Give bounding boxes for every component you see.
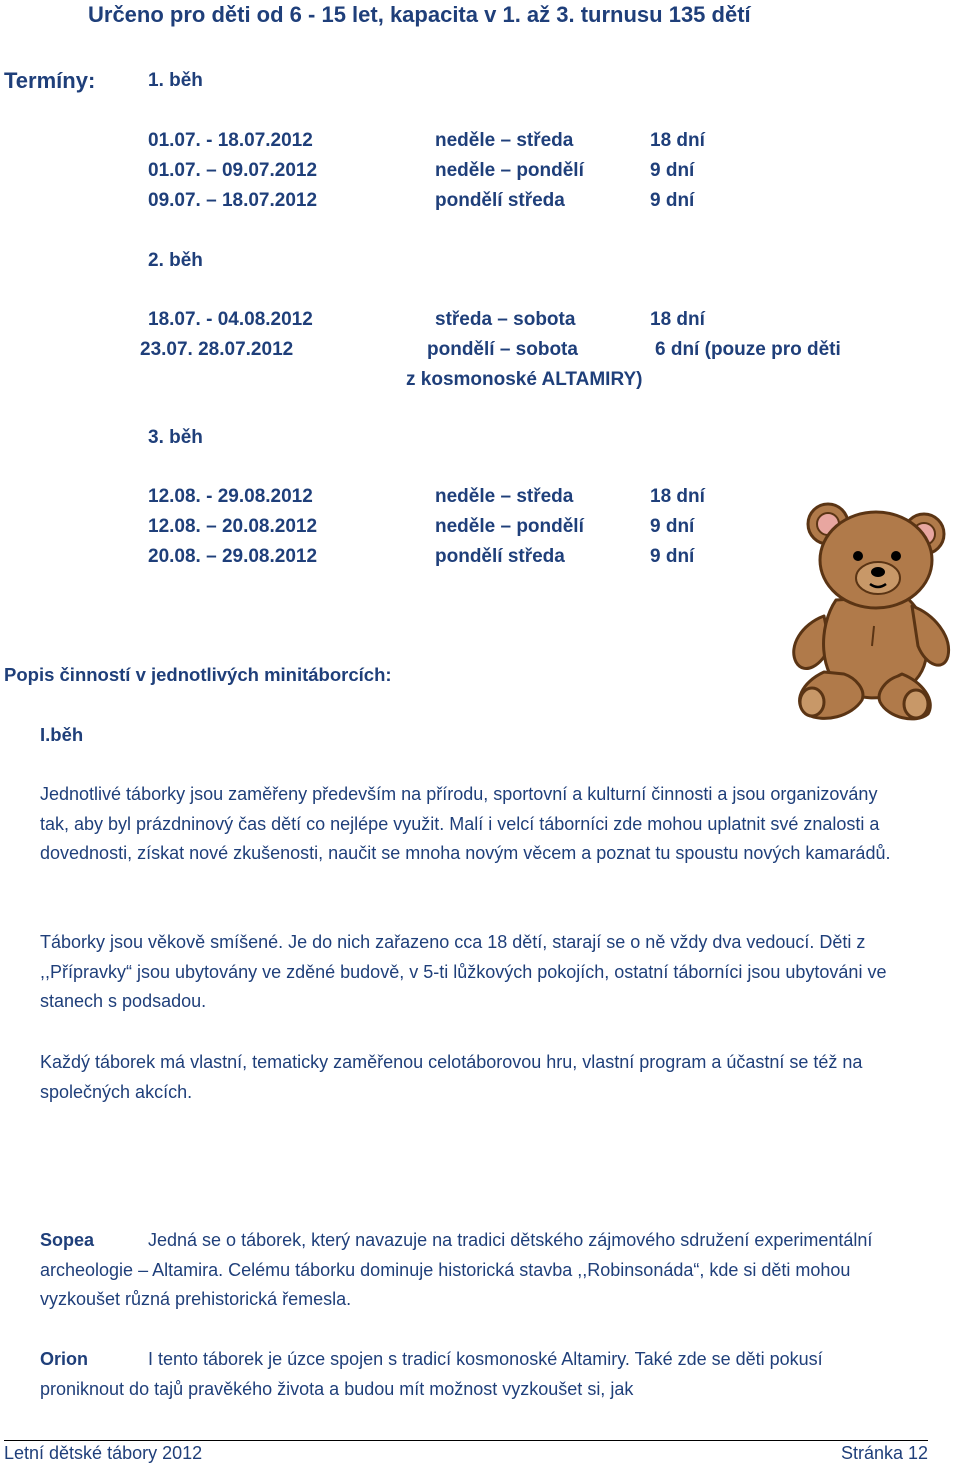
length: 9 dní	[650, 190, 695, 211]
days: neděle – středa	[435, 130, 574, 151]
paragraph-1: Jednotlivé táborky jsou zaměřeny především na přírodu, sportovní a kulturní činnosti a jsou organizovány tak, aby byl prázdninový čas dětí co nejlépe využit. Malí i velcí táborníci zde mohou uplatnit své znalosti a dovednosti, získat nové zkušenosti, naučit se mnoha novým věcem a poznat tu spoustu nových kamarádů.	[40, 784, 891, 863]
days: pondělí středa	[435, 546, 565, 567]
dates: 01.07. - 18.07.2012	[148, 130, 313, 151]
run-i-label: I.běh	[40, 724, 84, 745]
days: neděle – středa	[435, 486, 574, 507]
days: středa – sobota	[435, 309, 576, 330]
length: 18 dní	[650, 130, 705, 151]
teddy-bear-illustration	[784, 496, 960, 724]
length: 18 dní	[650, 309, 705, 330]
camp-name: Orion	[40, 1349, 88, 1369]
dates: 23.07. 28.07.2012	[140, 339, 294, 360]
dates: 01.07. – 09.07.2012	[148, 160, 318, 181]
terms-label: Termíny:	[4, 68, 96, 93]
length: 18 dní	[650, 486, 705, 507]
length: 6 dní (pouze pro děti	[655, 339, 841, 360]
run-1-label: 1. běh	[148, 70, 203, 91]
camp-description: Jedná se o táborek, který navazuje na tradici dětského zájmového sdružení experimentální archeologie – Altamira. Celému táborku dominuje historická stavba ,,Robinsonáda“, kde si děti mohou vyzkoušet různá prehistorická řemesla.	[40, 1230, 873, 1309]
dates: 12.08. – 20.08.2012	[148, 516, 318, 537]
run-2-label: 2. běh	[148, 250, 203, 271]
dates: 09.07. – 18.07.2012	[148, 190, 318, 211]
page-heading: Určeno pro děti od 6 - 15 let, kapacita v 1. až 3. turnusu 135 dětí	[88, 2, 751, 27]
length: 9 dní	[650, 160, 695, 181]
days: pondělí – sobota	[427, 339, 578, 360]
page-number: Stránka 12	[840, 1443, 928, 1463]
camp-orion	[40, 1345, 910, 1404]
length: 9 dní	[650, 516, 695, 537]
paragraph-2: Táborky jsou věkově smíšené. Je do nich zařazeno cca 18 dětí, starají se o ně vždy dva vedoucí. Děti z ,,Přípravky“ jsou ubytovány ve zděné budově, v 5-ti lůžkových pokojích, ostatní táborníci jsou ubytováni ve stanech s podsadou.	[40, 932, 887, 1011]
days: neděle – pondělí	[435, 516, 584, 537]
days: pondělí středa	[435, 190, 565, 211]
days: neděle – pondělí	[435, 160, 584, 181]
dates: 12.08. - 29.08.2012	[148, 486, 313, 507]
length: 9 dní	[650, 546, 695, 567]
section-title: Popis činností v jednotlivých minitáborcích:	[4, 664, 392, 685]
paragraph-3: Každý táborek má vlastní, tematicky zaměřenou celotáborovou hru, vlastní program a účastní se též na společných akcích.	[40, 1052, 863, 1102]
dates: 20.08. – 29.08.2012	[148, 546, 318, 567]
camp-sopea	[40, 1226, 910, 1315]
run-2-note: z kosmonoské ALTAMIRY)	[406, 369, 643, 390]
camp-description: I tento táborek je úzce spojen s tradicí kosmonoské Altamiry. Také zde se děti pokusí proniknout do tajů pravěkého života a budou mít možnost vyzkoušet si, jak	[40, 1349, 823, 1399]
dates: 18.07. - 04.08.2012	[148, 309, 313, 330]
footer-title: Letní dětské tábory 2012	[4, 1443, 203, 1463]
run-3-label: 3. běh	[148, 427, 203, 448]
camp-name: Sopea	[40, 1230, 95, 1250]
page-footer	[4, 1440, 928, 1467]
